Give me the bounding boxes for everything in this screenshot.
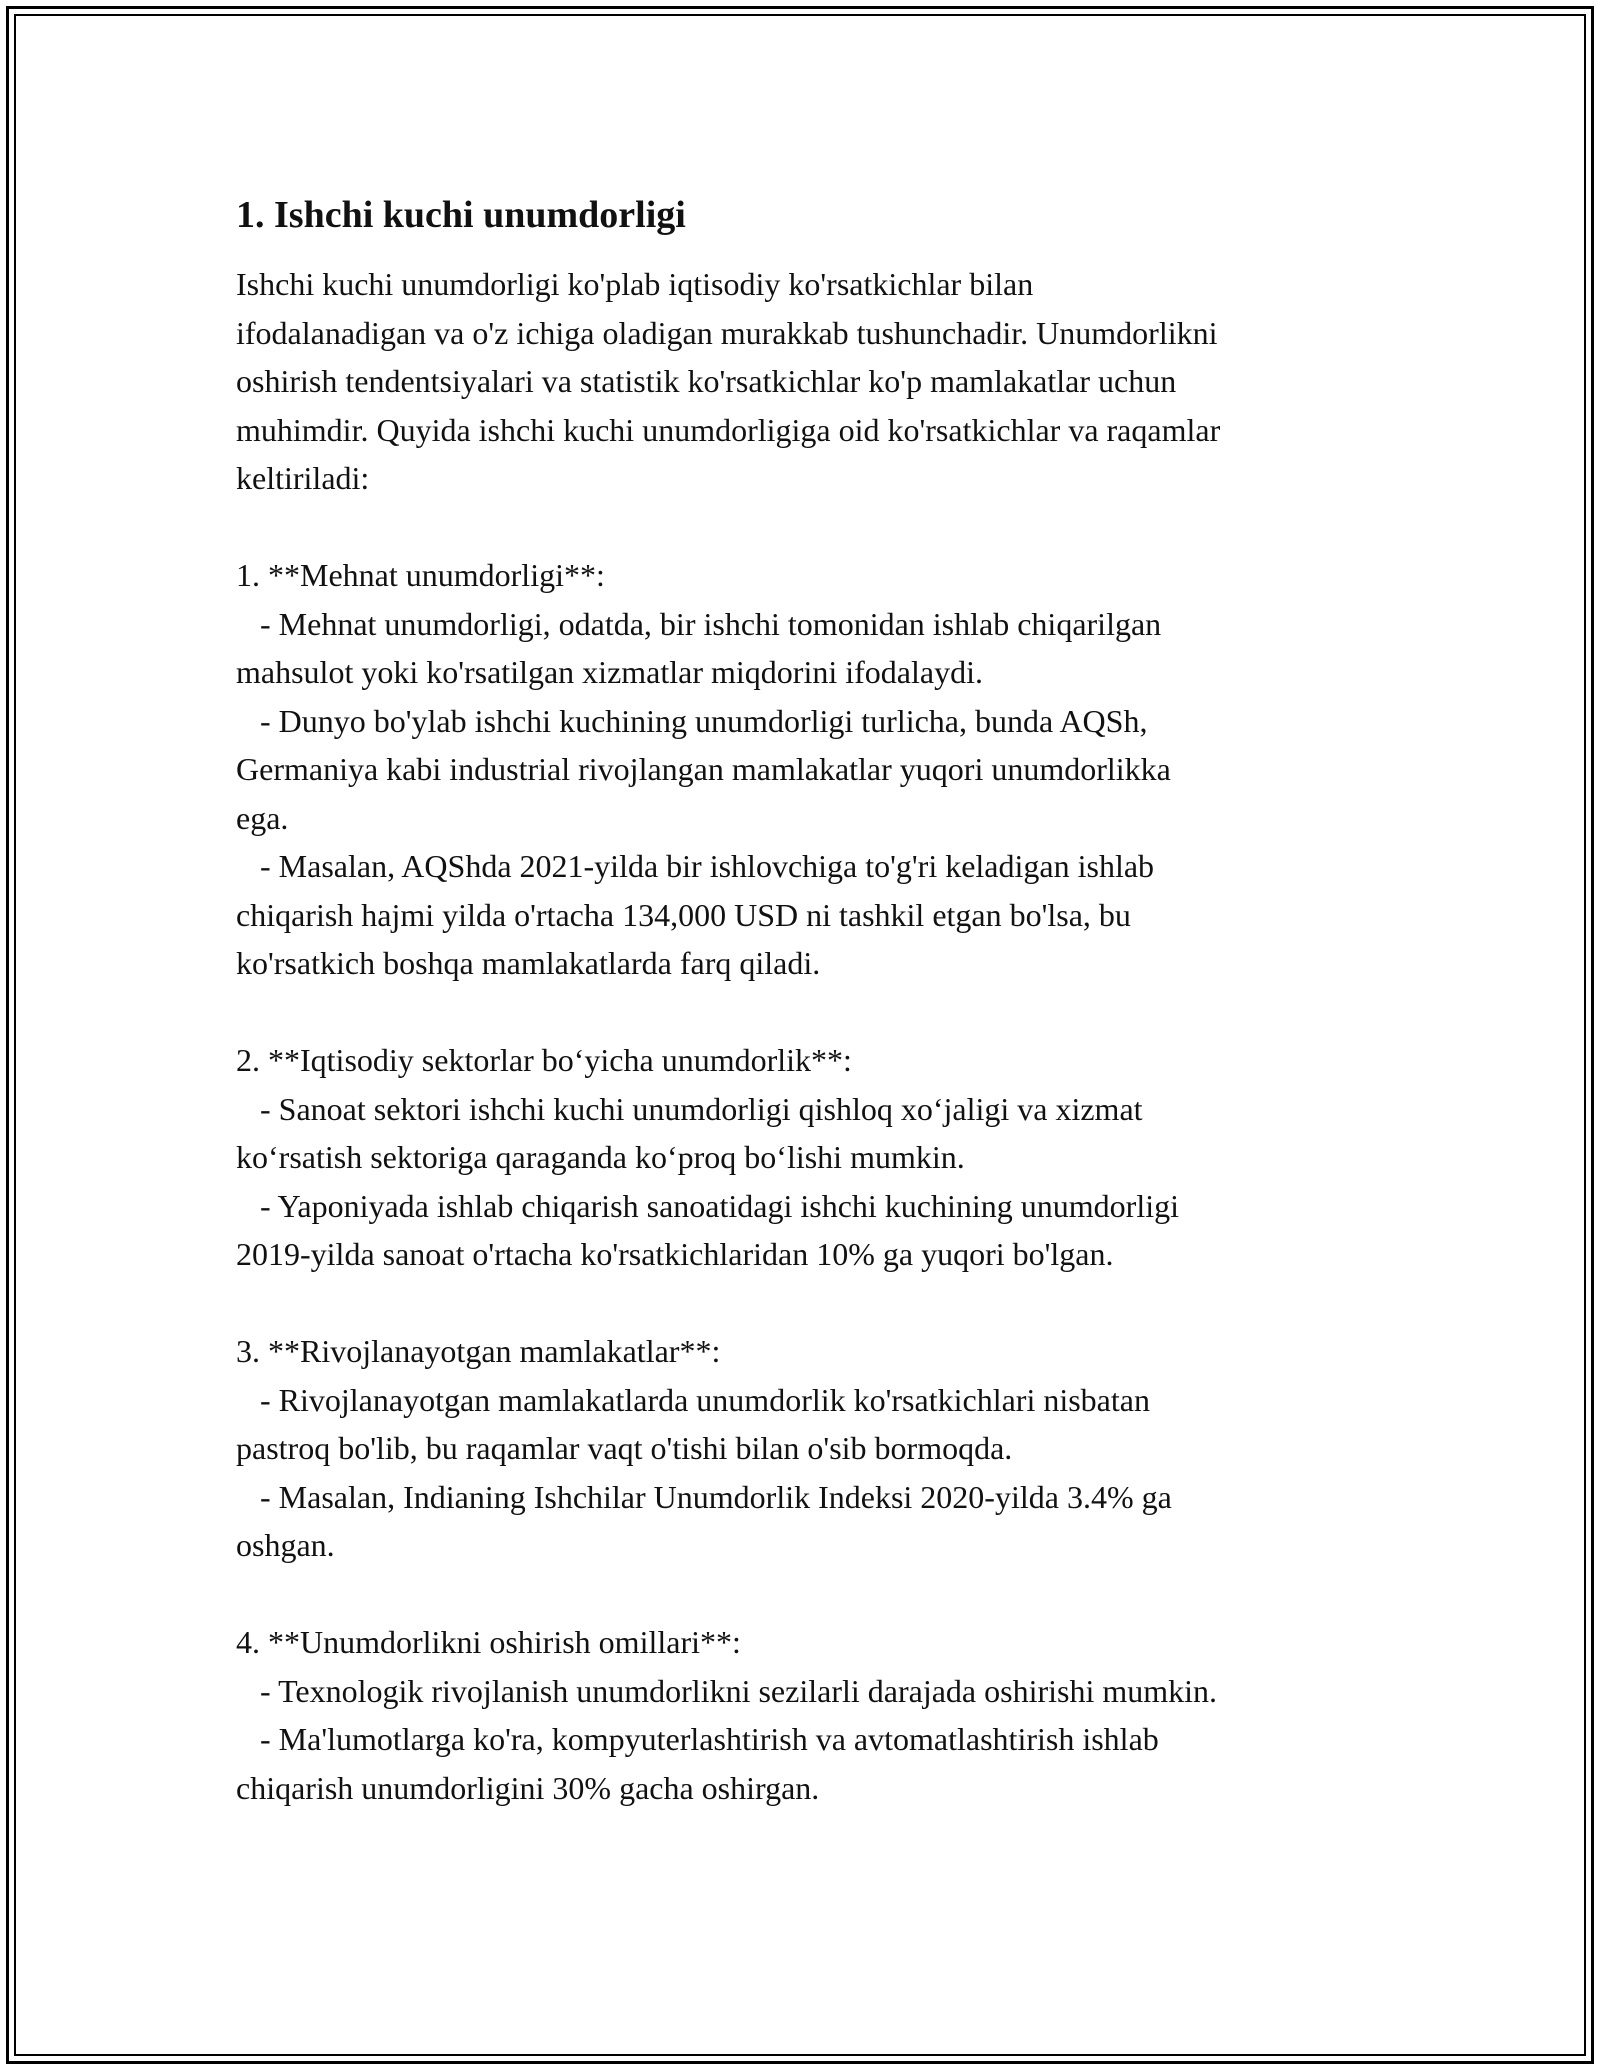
text-line: ega. [236, 799, 289, 836]
text-line: - Ma'lumotlarga ko'ra, kompyuterlashtirish va avtomatlashtirish ishlab [236, 1721, 1159, 1757]
text-line: ifodalanadigan va o'z ichiga oladigan murakkab tushunchadir. Unumdorlikni [236, 314, 1218, 351]
text-line: chiqarish unumdorligini 30% gacha oshirgan. [236, 1769, 820, 1806]
text-line: - Mehnat unumdorligi, odatda, bir ishchi tomonidan ishlab chiqarilgan [236, 605, 1162, 642]
text-line: mahsulot yoki ko'rsatilgan xizmatlar miqdorini ifodalaydi. [236, 654, 983, 690]
document-text [236, 260, 1376, 1812]
blank-line [236, 1279, 1376, 1328]
document-body [236, 190, 1376, 1812]
text-line: 2. **Iqtisodiy sektorlar bo‘yicha unumdorlik**: [236, 1042, 852, 1078]
text-line: ko‘rsatish sektoriga qaraganda ko‘proq bo‘lishi mumkin. [236, 1139, 965, 1175]
text-line: 3. **Rivojlanayotgan mamlakatlar**: [236, 1333, 721, 1369]
text-line: - Yaponiyada ishlab chiqarish sanoatidagi ishchi kuchining unumdorligi [236, 1187, 1179, 1224]
text-line: 4. **Unumdorlikni oshirish omillari**: [236, 1624, 741, 1660]
text-line: - Masalan, Indianing Ishchilar Unumdorlik Indeksi 2020-yilda 3.4% ga [236, 1478, 1172, 1515]
text-line: - Dunyo bo'ylab ishchi kuchining unumdorligi turlicha, bunda AQSh, [236, 702, 1148, 739]
text-line: Ishchi kuchi unumdorligi ko'plab iqtisodiy ko'rsatkichlar bilan [236, 266, 1034, 302]
blank-line [236, 1570, 1376, 1619]
blank-line [236, 988, 1376, 1037]
text-line: chiqarish hajmi yilda o'rtacha 134,000 USD ni tashkil etgan bo'lsa, bu [236, 896, 1131, 933]
blank-line [236, 503, 1376, 552]
text-line: 1. **Mehnat unumdorligi**: [236, 557, 605, 593]
text-line: - Sanoat sektori ishchi kuchi unumdorligi qishloq xo‘jaligi va xizmat [236, 1090, 1143, 1127]
text-line: oshgan. [236, 1527, 335, 1563]
text-line: - Rivojlanayotgan mamlakatlarda unumdorlik ko'rsatkichlari nisbatan [236, 1381, 1150, 1418]
text-line: 2019-yilda sanoat o'rtacha ko'rsatkichlaridan 10% ga yuqori bo'lgan. [236, 1236, 1114, 1272]
text-line: Germaniya kabi industrial rivojlangan mamlakatlar yuqori unumdorlikka [236, 751, 1171, 787]
text-line: oshirish tendentsiyalari va statistik ko'rsatkichlar ko'p mamlakatlar uchun [236, 363, 1177, 399]
document-title: 1. Ishchi kuchi unumdorligi [236, 194, 686, 236]
text-line: - Masalan, AQShda 2021-yilda bir ishlovchiga to'g'ri keladigan ishlab [236, 848, 1155, 884]
text-line: keltiriladi: [236, 460, 370, 496]
text-line: pastroq bo'lib, bu raqamlar vaqt o'tishi bilan o'sib bormoqda. [236, 1430, 1013, 1466]
text-line: ko'rsatkich boshqa mamlakatlarda farq qiladi. [236, 945, 821, 981]
text-line: muhimdir. Quyida ishchi kuchi unumdorligiga oid ko'rsatkichlar va raqamlar [236, 411, 1221, 448]
text-line: - Texnologik rivojlanish unumdorlikni sezilarli darajada oshirishi mumkin. [236, 1672, 1218, 1709]
